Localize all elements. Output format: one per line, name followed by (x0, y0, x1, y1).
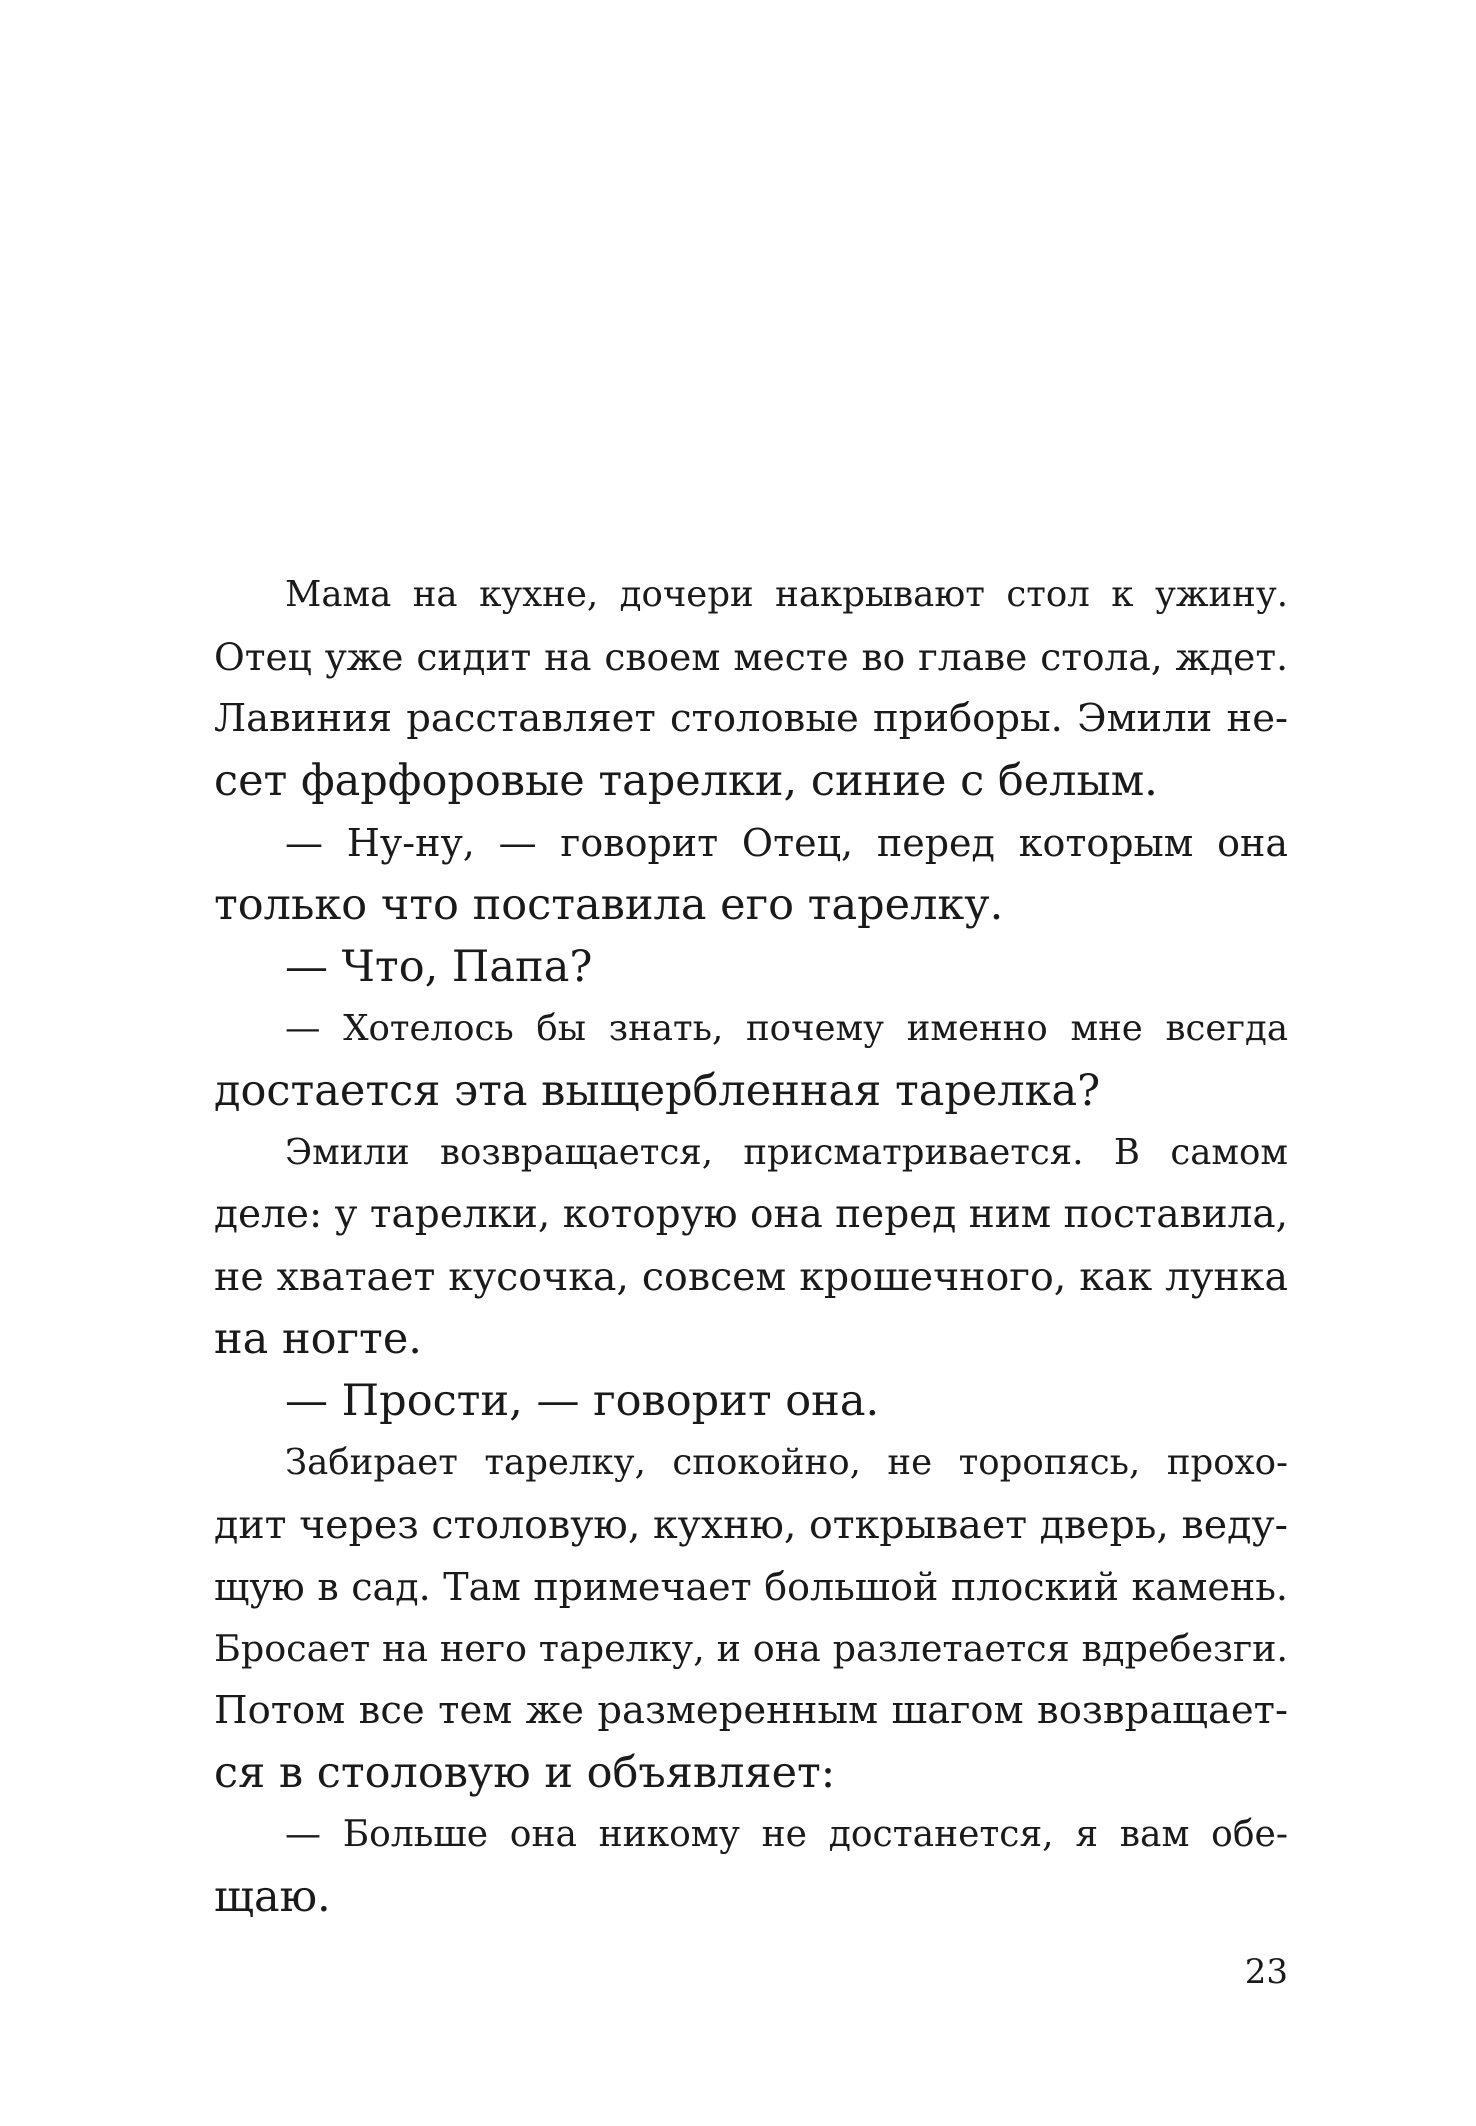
text-line: сет фарфоровые тарелки, синие с белым. (214, 756, 1158, 806)
text-line: достается эта выщербленная тарелка? (214, 1066, 1101, 1116)
text-line: Отец уже сидит на своем месте во главе стола, ждет. (214, 635, 1288, 679)
text-line: ся в столовую и объявляет: (214, 1748, 836, 1798)
text-line: Бросает на него тарелку, и она разлетается вдребезги. (214, 1627, 1288, 1670)
text-line: щаю. (214, 1872, 331, 1922)
text-line: дит через столовую, кухню, открывает дверь, веду- (214, 1502, 1288, 1548)
text-line: на ногте. (214, 1314, 422, 1364)
text-line: Лавиния расставляет столовые приборы. Эмили не- (214, 696, 1288, 741)
text-line: — Что, Папа? (285, 942, 593, 992)
body-text (214, 564, 1288, 1928)
text-line: Забирает тарелку, спокойно, не торопясь, прохо- (285, 1442, 1288, 1483)
text-line: — Ну-ну, — говорит Отец, перед которым она (285, 821, 1288, 865)
text-line: Эмили возвращается, присматривается. В самом (285, 1132, 1288, 1173)
text-line: Потом все тем же размеренным шагом возвращает- (214, 1688, 1288, 1733)
text-line: — Больше она никому не достанется, я вам обе- (285, 1814, 1288, 1855)
text-line: деле: у тарелки, которую она перед ним поставила, (214, 1192, 1288, 1237)
page-number: 23 (1244, 1952, 1288, 1992)
text-line: Мама на кухне, дочери накрывают стол к ужину. (285, 574, 1288, 615)
text-line: — Хотелось бы знать, почему именно мне всегда (285, 1008, 1288, 1049)
text-line: щую в сад. Там примечает большой плоский камень. (214, 1565, 1288, 1609)
text-line: — Прости, — говорит она. (285, 1376, 880, 1426)
text-line: не хватает кусочка, совсем крошечного, как лунка (214, 1254, 1288, 1300)
text-line: только что поставила его тарелку. (214, 880, 1004, 930)
